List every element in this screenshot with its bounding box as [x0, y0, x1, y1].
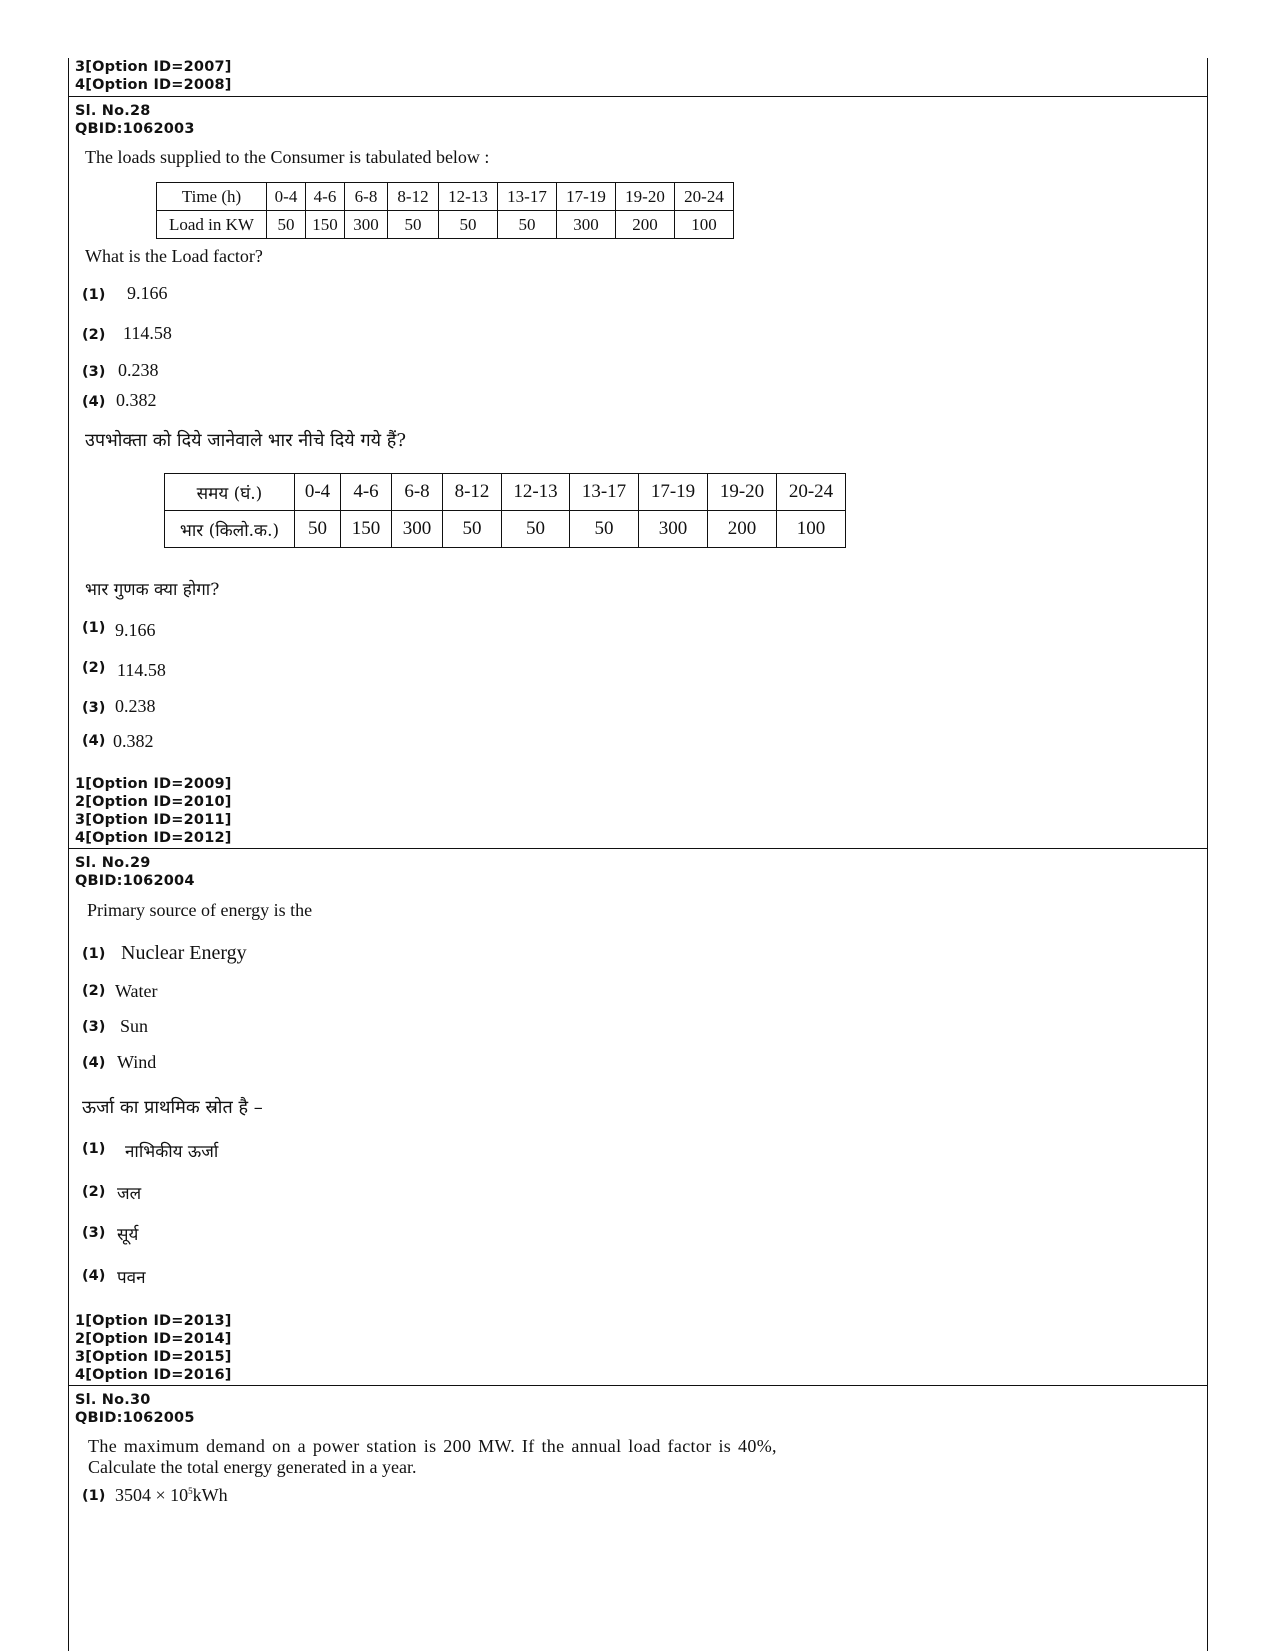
q29-header [75, 854, 195, 890]
table-row [157, 211, 734, 239]
qbid: QBID:1062003 [75, 121, 195, 137]
table-cell: 300 [345, 211, 388, 239]
table-cell: 100 [777, 511, 846, 548]
table-cell: 50 [570, 511, 639, 548]
option-id: 1[Option ID=2009] [75, 776, 232, 792]
table-cell: 300 [392, 511, 443, 548]
table-cell: भार (किलो.क.) [165, 511, 295, 548]
option-number: (3) [82, 700, 106, 716]
option-text: 0.382 [113, 731, 154, 751]
option-base: 3504 × 10 [115, 1485, 189, 1505]
table-cell: 20-24 [777, 474, 846, 511]
qbid: QBID:1062004 [75, 873, 195, 889]
table-cell: 50 [439, 211, 498, 239]
option-text: 9.166 [115, 620, 156, 640]
table-cell: 150 [306, 211, 345, 239]
option-text: 0.238 [118, 360, 159, 380]
option-text: Water [115, 981, 158, 1001]
option-number: (2) [82, 1184, 106, 1200]
option-text: Nuclear Energy [121, 942, 247, 964]
option-text: पवन [117, 1268, 146, 1288]
table-cell: 8-12 [388, 183, 439, 211]
option-text: Wind [117, 1052, 157, 1072]
qbid: QBID:1062005 [75, 1410, 195, 1426]
option-number: (1) [82, 620, 106, 636]
table-cell: 50 [388, 211, 439, 239]
option-text: जल [117, 1184, 142, 1204]
table-cell: 50 [498, 211, 557, 239]
option-id: 4[Option ID=2012] [75, 830, 232, 846]
option-id: 4[Option ID=2016] [75, 1367, 232, 1383]
table-cell: 13-17 [570, 474, 639, 511]
option-text: 114.58 [117, 660, 166, 680]
table-cell: 12-13 [502, 474, 570, 511]
serial-number: Sl. No.30 [75, 1392, 151, 1408]
option-text: 114.58 [123, 323, 172, 343]
option-text: 0.238 [115, 696, 156, 716]
prev-question-option-ids [75, 58, 232, 94]
table-cell: Time (h) [157, 183, 267, 211]
table-cell: 13-17 [498, 183, 557, 211]
option-number: (1) [82, 287, 106, 303]
table-cell: 20-24 [675, 183, 734, 211]
serial-number: Sl. No.28 [75, 103, 151, 119]
option-number: (3) [82, 1225, 106, 1241]
table-cell: 150 [341, 511, 392, 548]
option-id: 3[Option ID=2015] [75, 1349, 232, 1365]
table-cell: 50 [443, 511, 502, 548]
option-id: 3[Option ID=2007] [75, 59, 232, 75]
option-id: 2[Option ID=2014] [75, 1331, 232, 1347]
option-unit: kWh [192, 1485, 228, 1505]
table-cell: 300 [557, 211, 616, 239]
table-cell: 200 [616, 211, 675, 239]
table-row [165, 511, 846, 548]
q28-question-en: The loads supplied to the Consumer is tabulated below : [85, 147, 490, 167]
q30-header [75, 1391, 195, 1427]
q28-ask-en: What is the Load factor? [85, 246, 263, 266]
option-number: (4) [82, 733, 106, 749]
option-id: 1[Option ID=2013] [75, 1313, 232, 1329]
table-cell: 4-6 [341, 474, 392, 511]
table-cell: 19-20 [616, 183, 675, 211]
table-cell: 12-13 [439, 183, 498, 211]
option-number: (2) [82, 983, 106, 999]
option-number: (1) [82, 1141, 106, 1157]
table-cell: 100 [675, 211, 734, 239]
option-number: (4) [82, 1268, 106, 1284]
table-cell: Load in KW [157, 211, 267, 239]
table-cell: 200 [708, 511, 777, 548]
option-text: Sun [120, 1016, 149, 1036]
q28-question-hi: उपभोक्ता को दिये जानेवाले भार नीचे दिये गये हैं? [85, 430, 406, 451]
table-cell: 6-8 [392, 474, 443, 511]
table-cell: 17-19 [639, 474, 708, 511]
q29-question-en: Primary source of energy is the [87, 900, 313, 920]
option-text [115, 1485, 228, 1506]
table-row [157, 183, 734, 211]
q28-option-ids [75, 775, 232, 847]
table-cell: 17-19 [557, 183, 616, 211]
option-exponent: 5 [188, 1486, 193, 1496]
option-text: सूर्य [117, 1225, 139, 1245]
table-cell: 19-20 [708, 474, 777, 511]
table-cell: समय (घं.) [165, 474, 295, 511]
option-number: (3) [82, 1019, 106, 1035]
question-divider [68, 848, 1208, 849]
q28-load-table-en [156, 182, 734, 239]
q29-question-hi: ऊर्जा का प्राथमिक स्रोत है – [82, 1097, 263, 1118]
option-text: 9.166 [127, 283, 168, 303]
q30-question-line1: The maximum demand on a power station is 200 MW. If the annual load factor is 40%, [88, 1436, 777, 1456]
option-text: 0.382 [116, 390, 157, 410]
table-cell: 50 [295, 511, 341, 548]
table-cell: 8-12 [443, 474, 502, 511]
q28-header [75, 102, 195, 138]
option-number: (2) [82, 327, 106, 343]
page-frame [68, 58, 1208, 1651]
option-number: (2) [82, 660, 106, 676]
option-number: (4) [82, 1055, 106, 1071]
table-row [165, 474, 846, 511]
option-number: (4) [82, 394, 106, 410]
q29-option-ids [75, 1312, 232, 1384]
table-cell: 50 [267, 211, 306, 239]
table-cell: 4-6 [306, 183, 345, 211]
q30-question-line2: Calculate the total energy generated in a year. [88, 1457, 417, 1477]
table-cell: 0-4 [267, 183, 306, 211]
table-cell: 0-4 [295, 474, 341, 511]
question-divider [68, 96, 1208, 97]
option-number: (1) [82, 946, 106, 962]
q28-ask-hi: भार गुणक क्या होगा? [85, 580, 220, 600]
option-id: 4[Option ID=2008] [75, 77, 232, 93]
option-number: (3) [82, 364, 106, 380]
option-text: नाभिकीय ऊर्जा [125, 1142, 219, 1162]
option-number: (1) [82, 1488, 106, 1504]
q28-load-table-hi [164, 473, 846, 548]
table-cell: 50 [502, 511, 570, 548]
option-id: 3[Option ID=2011] [75, 812, 232, 828]
serial-number: Sl. No.29 [75, 855, 151, 871]
table-cell: 6-8 [345, 183, 388, 211]
option-id: 2[Option ID=2010] [75, 794, 232, 810]
table-cell: 300 [639, 511, 708, 548]
question-divider [68, 1385, 1208, 1386]
